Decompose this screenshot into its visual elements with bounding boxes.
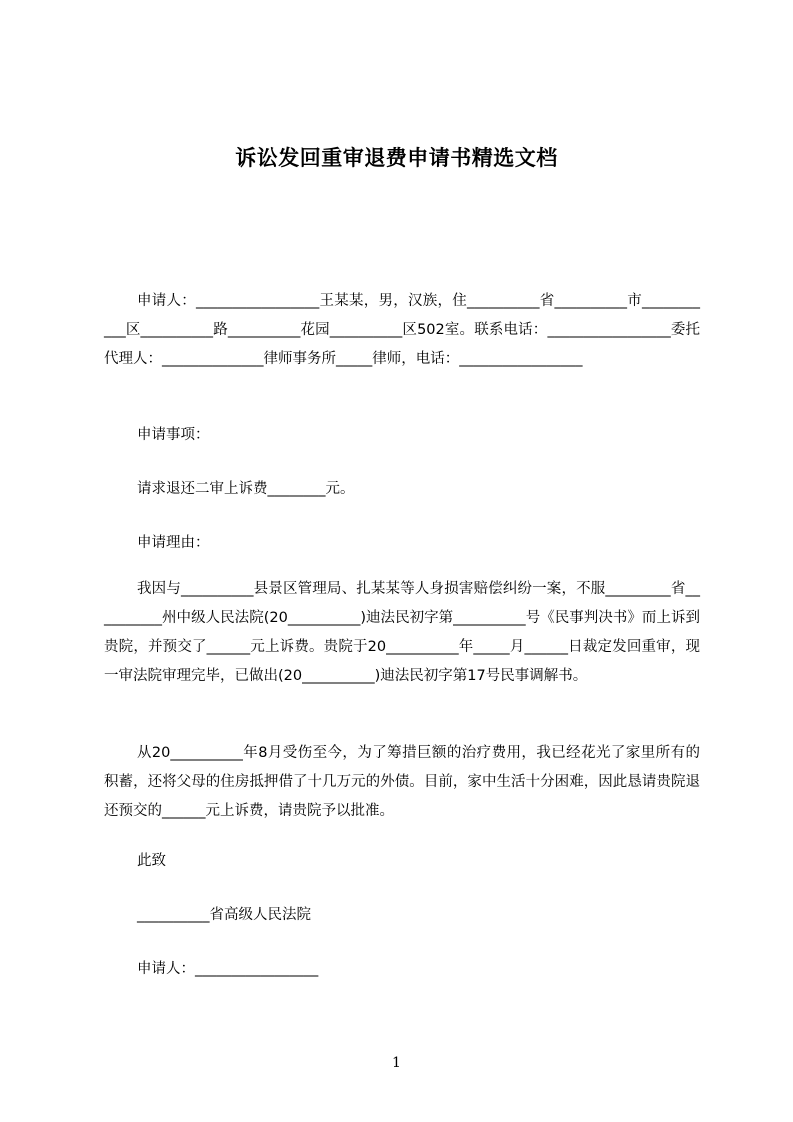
document-title: 诉讼发回重审退费申请书精选文档 bbox=[235, 146, 558, 170]
recipient-court: __________省高级人民法院 bbox=[137, 907, 311, 923]
reason-paragraph-1: 我因与__________县景区管理局、扎某某等人身损害赔偿纠纷一案，不服_________省__________州中级人民法院(20__________)迪法民初字第__________号《民事判决书》而上诉到贵院，并预交了______元上诉费。贵院于20__________年_____月______日裁定发回重审，现一审法院审理完毕，已做出(20__________)迪法民初字第17号民事调解书。 bbox=[104, 581, 700, 684]
signature-line: 申请人：_________________ bbox=[137, 961, 319, 977]
closing-text: 此致 bbox=[137, 853, 166, 869]
reason-paragraph-2: 从20__________年8月受伤至今，为了筹措巨额的治疗费用，我已经花光了家里所有的积蓄，还将父母的住房抵押借了十几万元的外债。目前，家中生活十分困难，因此恳请贵院退还预交的______元上诉费，请贵院予以批准。 bbox=[104, 745, 700, 819]
page-number: 1 bbox=[392, 1055, 401, 1071]
applicant-info-paragraph: 申请人：_________________王某某，男，汉族，住__________省__________市___________区__________路__________花园__________区502室。联系电话：_________________委托代理人：______________律师事务所_____律师，电话：_________________ bbox=[104, 293, 700, 367]
matters-heading: 申请事项： bbox=[137, 427, 210, 443]
reason-heading: 申请理由： bbox=[137, 535, 210, 551]
request-text: 请求退还二审上诉费________元。 bbox=[137, 481, 355, 497]
